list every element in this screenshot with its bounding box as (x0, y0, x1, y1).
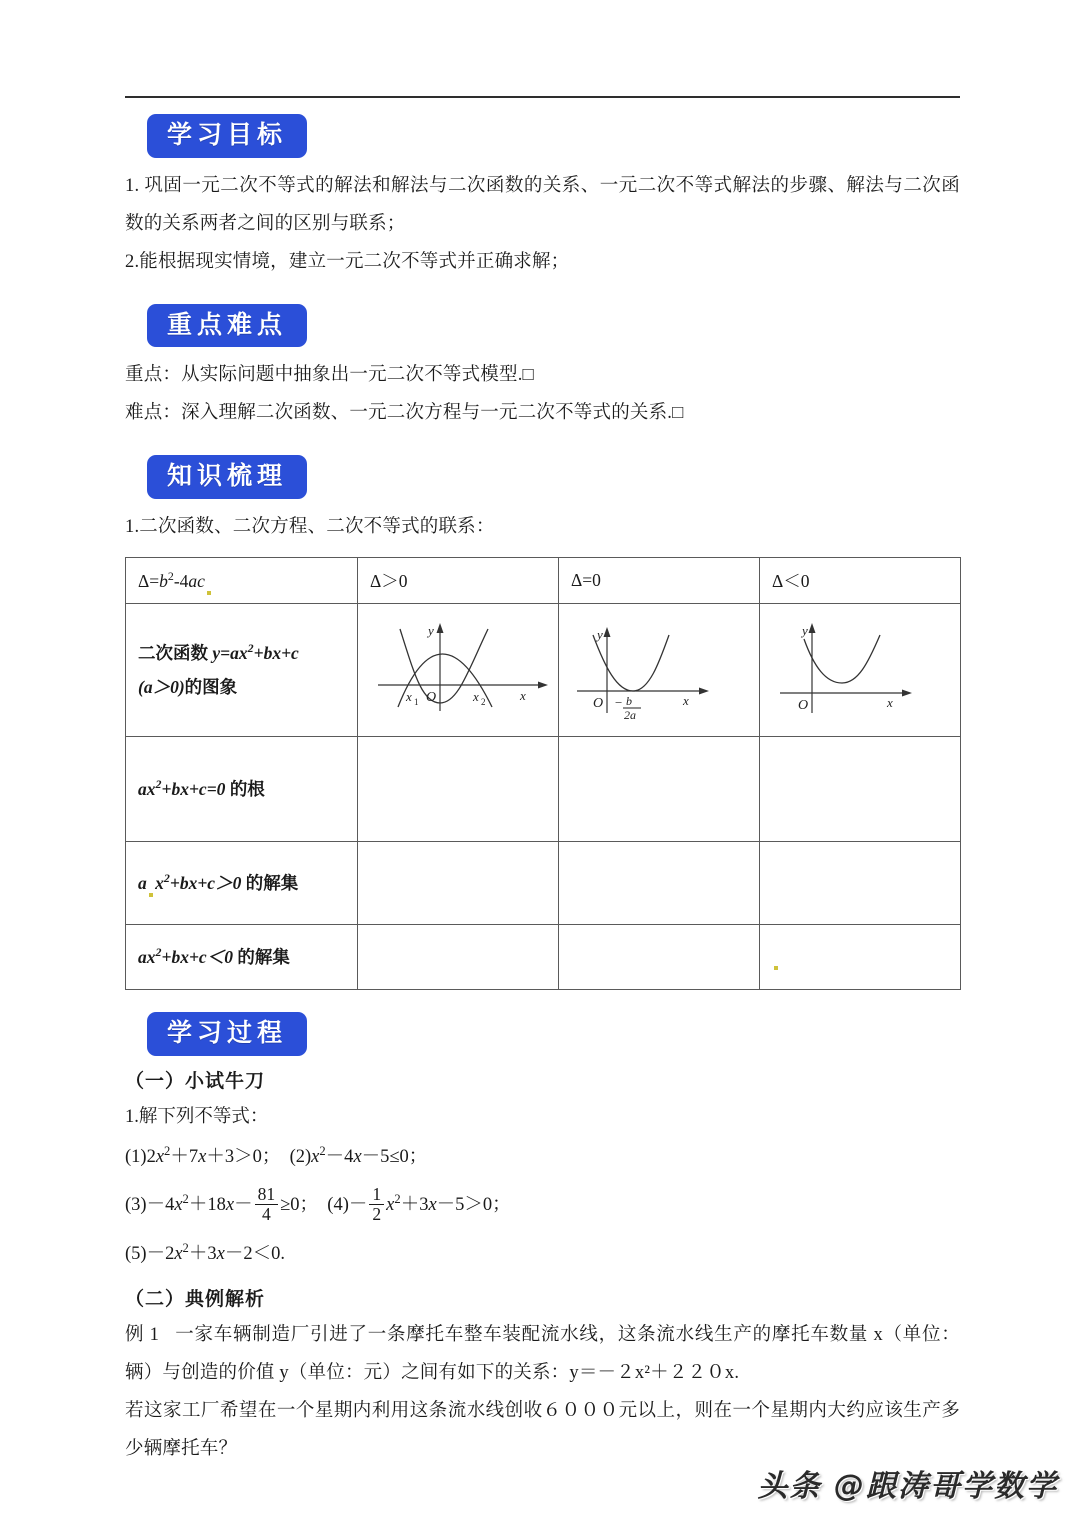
page-content (125, 96, 960, 1469)
roots-cell-delta-positive[interactable] (358, 736, 559, 841)
svg-text:x: x (406, 689, 412, 705)
roots-cell-delta-zero[interactable] (559, 736, 760, 841)
svg-text:O: O (798, 698, 809, 714)
section-badge-knowledge-wrap (147, 455, 960, 499)
solution-gt-cell-delta-negative[interactable] (760, 841, 961, 924)
table-row-graph (126, 603, 961, 736)
example-paragraph-2: 若这家工厂希望在一个星期内利用这条流水线创收６０００元以上，则在一个星期内大约应该生产多少辆摩托车？ (125, 1400, 960, 1459)
section-badge-objectives: 学习目标 (147, 114, 307, 158)
knowledge-table (125, 557, 961, 990)
svg-text:x: x (473, 689, 479, 705)
exercise-line-2: $(3)-4x^2+18x-$ $\frac{81}{4}$ ≥0； (4)－ $\frac{1}{2}$ $x^2+3x-5>0$； (125, 1184, 511, 1225)
parabola-one-root-icon (571, 615, 761, 719)
svg-text:x: x (520, 688, 526, 704)
graph-cell-two-roots (358, 603, 559, 736)
subsection-heading-part-two: （二）典例解析 (125, 1288, 266, 1311)
parabola-no-root-icon (772, 615, 962, 719)
exercise-line-3: $(5)-2x^2+3x-2<0$. (125, 1240, 285, 1264)
example-paragraph-1 (125, 1317, 960, 1393)
table-row-roots (126, 736, 961, 841)
section-badge-knowledge: 知识梳理 (147, 455, 307, 499)
watermark: 头条 @跟涛哥学数学 (757, 1469, 1058, 1504)
exercise-line-1: $(1)2x^2+7x+3>0$； $(2)x^2-4x-5\le 0$； (125, 1143, 428, 1167)
svg-text:x: x (683, 693, 689, 709)
svg-text:y: y (597, 627, 603, 643)
subsection-heading-part-one: （一）小试牛刀 (125, 1069, 266, 1092)
example-text-1: 一家车辆制造厂引进了一条摩托车整车装配流水线，这条流水线生产的摩托车数量 x（单位：辆）与创造的价值 y（单位：元）之间有如下的关系：y＝－２x²＋２２０x. (125, 1325, 960, 1384)
header-rule (125, 96, 960, 98)
keypoint-item-1: 重点：从实际问题中抽象出一元二次不等式模型.□ (125, 365, 534, 386)
table-header-row (126, 557, 961, 603)
svg-text:b: b (626, 694, 632, 709)
table-row-solution-gt (126, 841, 961, 924)
graph-cell-no-root (760, 603, 961, 736)
svg-text:O: O (593, 696, 604, 712)
svg-text:1: 1 (414, 697, 419, 708)
roots-cell-delta-negative[interactable] (760, 736, 961, 841)
svg-text:2: 2 (481, 697, 486, 708)
row-label-quadratic-graph: 二次函数 $y=ax^2+bx+c$ (a＞0)的图象 (126, 603, 358, 736)
svg-text:−: − (615, 695, 623, 711)
example-label: 例 1 (125, 1325, 160, 1346)
section-badge-objectives-wrap (147, 114, 960, 158)
keypoint-item-2: 难点：深入理解二次函数、一元二次方程与一元二次不等式的关系.□ (125, 403, 684, 424)
section-badge-keypoints: 重点难点 (147, 304, 307, 348)
svg-text:x: x (887, 695, 893, 711)
table-header-delta-negative: Δ＜0 (760, 557, 961, 603)
row-label-solution-less: $ax^2+bx+c<0$ 的解集 (126, 924, 358, 989)
solution-gt-cell-delta-zero[interactable] (559, 841, 760, 924)
objective-item-2: 2.能根据现实情境，建立一元二次不等式并正确求解； (125, 251, 570, 272)
row-label-equation-roots: $ax^2+bx+c=0$ 的根 (126, 736, 358, 841)
parabola-two-roots-icon (370, 615, 560, 719)
svg-text:y: y (802, 623, 808, 639)
solution-lt-cell-delta-negative[interactable] (760, 924, 961, 989)
svg-text:y: y (428, 623, 434, 639)
table-header-discriminant: $\Delta=b^2-4ac$ (126, 557, 358, 603)
solution-lt-cell-delta-zero[interactable] (559, 924, 760, 989)
objective-item-1: 1. 巩固一元二次不等式的解法和解法与二次函数的关系、一元二次不等式解法的步骤、解法与二次函数的关系两者之间的区别与联系； (125, 175, 960, 234)
table-header-delta-zero: Δ=0 (559, 557, 760, 603)
table-header-delta-positive: Δ＞0 (358, 557, 559, 603)
svg-text:O: O (426, 690, 437, 706)
svg-text:2a: 2a (624, 708, 636, 720)
row-label-solution-greater: a $x^2+bx+c>0$ 的解集 (126, 841, 358, 924)
solution-lt-cell-delta-positive[interactable] (358, 924, 559, 989)
solution-gt-cell-delta-positive[interactable] (358, 841, 559, 924)
table-row-solution-lt (126, 924, 961, 989)
section-badge-process-wrap (147, 1012, 960, 1056)
section-badge-keypoints-wrap (147, 304, 960, 348)
graph-cell-one-root (559, 603, 760, 736)
exercise-intro: 1.解下列不等式： (125, 1106, 269, 1127)
knowledge-intro: 1.二次函数、二次方程、二次不等式的联系： (125, 516, 495, 537)
section-badge-process: 学习过程 (147, 1012, 307, 1056)
